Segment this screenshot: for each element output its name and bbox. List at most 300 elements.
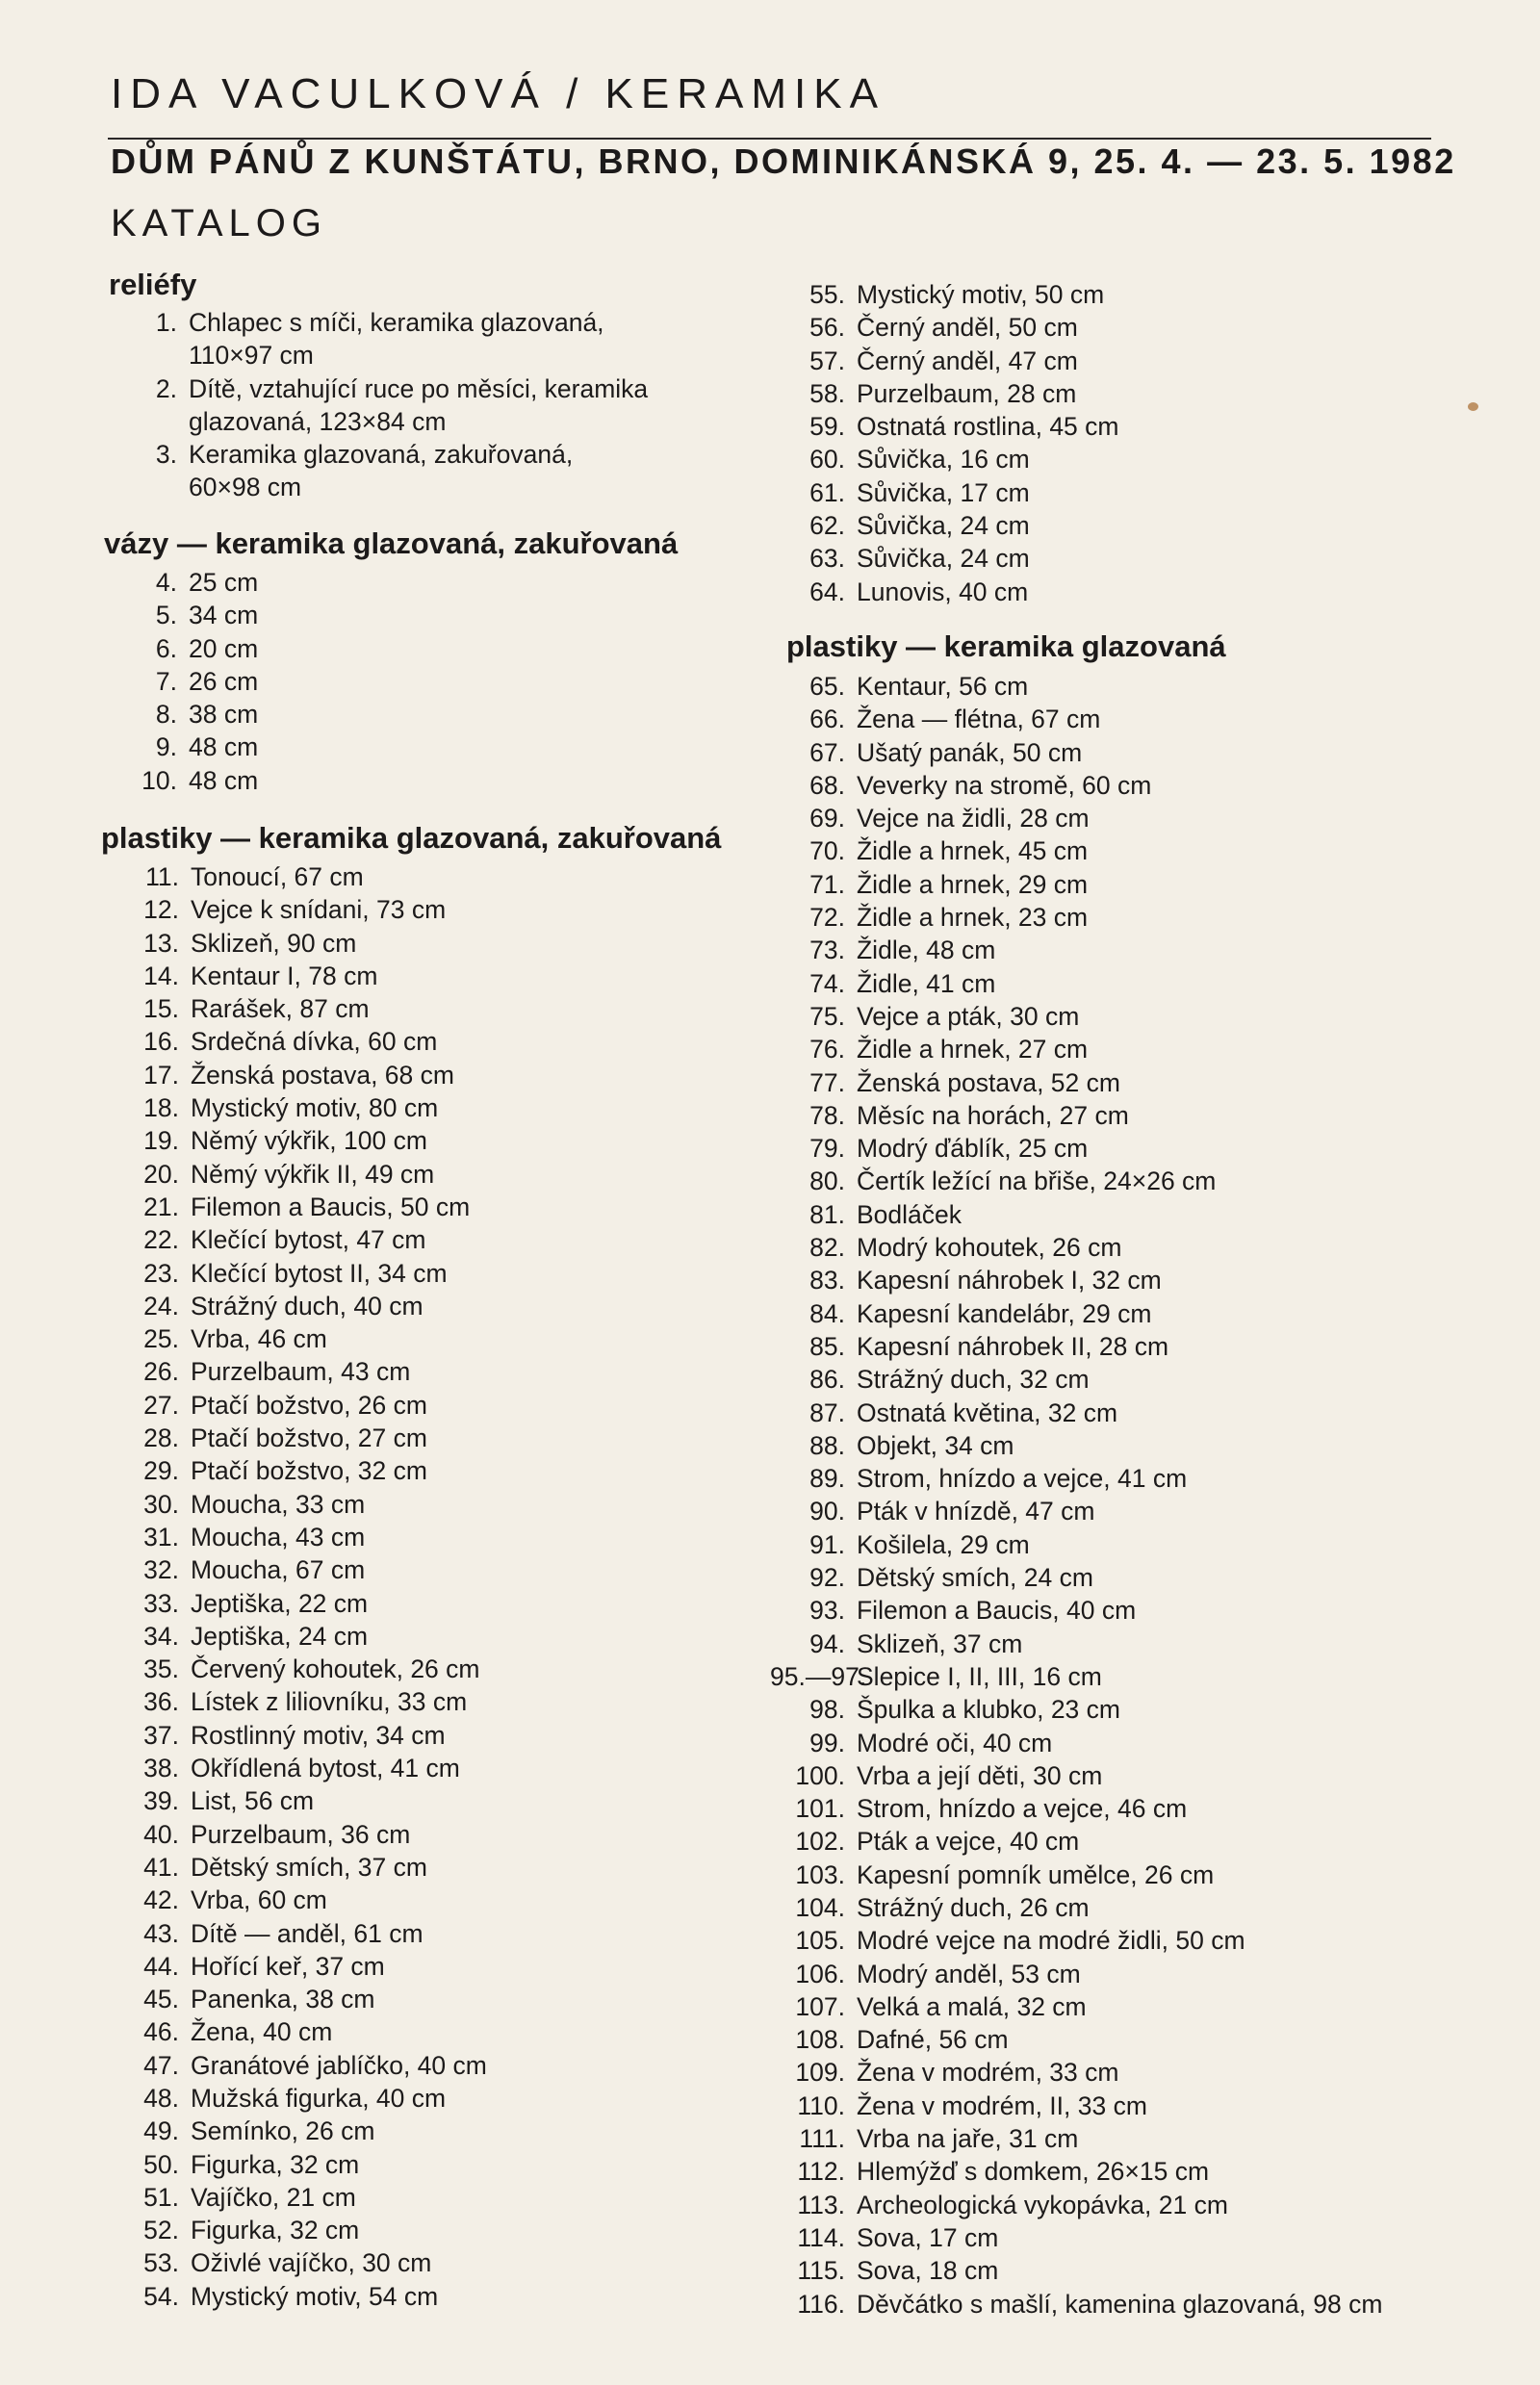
item-number: 4. [155,568,177,597]
item-number: 28. [143,1423,179,1453]
item-text: Židle, 41 cm [857,968,996,998]
list-item [101,2015,487,2048]
list-item [101,1784,487,1817]
list-item [770,1495,1382,1527]
list-item [770,1264,1382,1296]
item-text: Vrba a její děti, 30 cm [857,1760,1103,1790]
list-item-continued: 60×98 cm [189,473,302,502]
item-text: Modrý kohoutek, 26 cm [857,1233,1122,1263]
list-item [770,1363,1382,1396]
item-text: Modré vejce na modré židli, 50 cm [857,1926,1245,1956]
plastics-smoked-list [101,860,487,2313]
item-number: 32. [143,1555,179,1585]
list-item [770,670,1382,703]
title-divider [108,138,1431,140]
list-item [101,1257,487,1290]
item-text: Strážný duch, 26 cm [857,1892,1090,1922]
item-text: 38 cm [189,700,259,730]
item-number: 40. [143,1819,179,1849]
artist-title: IDA VACULKOVÁ / KERAMIKA [111,70,886,117]
item-number: 41. [143,1852,179,1882]
item-number: 22. [143,1225,179,1255]
list-item [770,802,1382,834]
item-number: 53. [143,2248,179,2278]
item-text: Ušatý panák, 50 cm [857,737,1083,767]
item-text: 48 cm [189,765,259,795]
item-number: 109. [795,2058,845,2088]
section-title-reliefs: reliéfy [109,268,197,301]
item-number: 61. [809,477,845,507]
list-item [770,2056,1382,2089]
item-number: 62. [809,511,845,541]
item-text: Vajíčko, 21 cm [191,2182,356,2212]
item-text: Sůvička, 17 cm [857,477,1030,507]
item-text: Slepice I, II, III, 16 cm [857,1661,1102,1691]
item-text: Jeptiška, 22 cm [191,1588,369,1618]
item-text: Dítě — anděl, 61 cm [191,1918,424,1948]
list-item [770,2023,1382,2056]
list-item [770,1033,1382,1065]
list-item [101,1223,487,1256]
list-item [770,736,1382,769]
item-number: 35. [143,1654,179,1684]
item-text: Černý anděl, 50 cm [857,313,1078,343]
venue-line: DŮM PÁNŮ Z KUNŠTÁTU, BRNO, DOMINIKÁNSKÁ 9, 25. 4. — 23. 5. 1982 [111,141,1456,181]
item-number: 36. [143,1687,179,1717]
item-number: 101. [795,1794,845,1824]
list-item [770,1099,1382,1132]
list-item [101,1983,487,2015]
item-number: 94. [809,1628,845,1658]
item-number: 45. [143,1985,179,2014]
section-title-plastics-glazed: plastiky — keramika glazovaná [786,629,1226,663]
list-item [101,1521,487,1553]
item-text: Objekt, 34 cm [857,1430,1014,1460]
item-text: Velká a malá, 32 cm [857,1991,1087,2021]
item-text: Strážný duch, 40 cm [191,1291,424,1321]
list-item [101,1488,487,1521]
list-item [770,1990,1382,2023]
list-item [101,1653,487,1685]
item-number: 95.—97. [770,1661,867,1691]
item-text: Sklizeň, 37 cm [857,1628,1023,1658]
item-text: Žena v modrém, 33 cm [857,2058,1119,2088]
item-text: Strom, hnízdo a vejce, 41 cm [857,1464,1188,1494]
item-number: 33. [143,1588,179,1618]
item-text: Kentaur, 56 cm [857,672,1029,701]
list-item [770,1958,1382,1990]
item-text: Čertík ležící na břiše, 24×26 cm [857,1167,1217,1196]
list-item [770,278,1118,311]
item-text: Filemon a Baucis, 50 cm [191,1192,471,1221]
vases-list [106,566,258,797]
item-number: 9. [155,732,177,762]
item-number: 84. [809,1298,845,1328]
section-title-vases: vázy — keramika glazovaná, zakuřovaná [104,526,679,560]
section-title-plastics-smoked: plastiky — keramika glazovaná, zakuřovaná [101,821,722,855]
item-text: 48 cm [189,732,259,762]
list-item [101,1191,487,1223]
list-item [770,868,1382,901]
item-text: Tonoucí, 67 cm [191,862,364,891]
list-item [770,410,1118,443]
item-text: Rostlinný motiv, 34 cm [191,1720,446,1750]
list-item [770,2090,1382,2122]
list-item [106,566,258,599]
list-item [101,1752,487,1784]
item-number: 116. [797,2289,845,2319]
item-text: Vrba na jaře, 31 cm [857,2124,1079,2154]
item-number: 37. [143,1720,179,1750]
item-number: 72. [809,903,845,933]
list-item [101,1884,487,1916]
item-text: 26 cm [189,666,259,696]
item-number: 114. [797,2222,845,2252]
item-number: 14. [143,961,179,990]
item-number: 15. [143,994,179,1024]
list-item [770,934,1382,966]
list-item [770,769,1382,802]
item-text: Lunovis, 40 cm [857,577,1029,606]
item-text: Židle, 48 cm [857,936,996,965]
item-number: 98. [809,1695,845,1725]
list-item [770,345,1118,377]
list-item [101,1091,487,1124]
item-text: Vejce k snídani, 73 cm [191,895,447,925]
item-text: Dětský smích, 24 cm [857,1563,1093,1593]
list-item [106,665,258,698]
list-item [770,2122,1382,2155]
item-number: 107. [795,1991,845,2021]
list-item [101,960,487,992]
item-number: 86. [809,1365,845,1395]
list-item [770,2155,1382,2188]
item-text: Hořící keř, 37 cm [191,1951,385,1981]
item-number: 78. [809,1100,845,1130]
item-text: Figurka, 32 cm [191,2149,360,2179]
item-number: 73. [809,936,845,965]
list-item [101,1059,487,1091]
item-text: Sova, 17 cm [857,2222,999,2252]
list-item [101,1917,487,1950]
item-text: Židle a hrnek, 29 cm [857,869,1089,899]
list-item [770,1825,1382,1858]
item-text: Ptačí božstvo, 27 cm [191,1423,427,1453]
list-item [770,1693,1382,1726]
item-text: Granátové jablíčko, 40 cm [191,2050,487,2080]
list-item-continued: glazovaná, 123×84 cm [189,406,447,436]
list-item [770,1528,1382,1561]
list-item [770,1198,1382,1231]
list-item [770,703,1382,735]
item-number: 18. [143,1093,179,1123]
item-text: 20 cm [189,633,259,663]
item-number: 76. [809,1035,845,1064]
list-item [770,1924,1382,1957]
item-text: Vrba, 60 cm [191,1885,327,1915]
item-number: 24. [143,1291,179,1321]
list-item [101,1290,487,1322]
item-text: Hlemýžď s domkem, 26×15 cm [857,2157,1210,2187]
item-number: 56. [809,313,845,343]
item-text: Okřídlená bytost, 41 cm [191,1754,460,1783]
item-number: 13. [143,928,179,958]
list-item [101,2181,487,2214]
list-item [101,1124,487,1157]
item-text: 34 cm [189,601,259,630]
item-number: 65. [809,672,845,701]
item-text: Moucha, 33 cm [191,1489,366,1519]
item-number: 7. [155,666,177,696]
list-item [770,1561,1382,1594]
reliefs-list [106,306,648,504]
item-number: 69. [809,804,845,833]
list-item [106,731,258,763]
item-number: 88. [809,1430,845,1460]
list-item [770,1132,1382,1165]
item-text: Ostnatá květina, 32 cm [857,1398,1118,1427]
list-item: 3. Keramika glazovaná, zakuřovaná, [155,440,574,470]
item-number: 91. [809,1529,845,1559]
item-number: 105. [795,1926,845,1956]
list-item [101,1355,487,1388]
item-text: Kentaur I, 78 cm [191,961,378,990]
item-number: 10. [141,765,177,795]
item-number: 50. [143,2149,179,2179]
item-number: 111. [799,2124,845,2154]
list-item [101,1950,487,1983]
list-item [770,2254,1382,2287]
list-item [106,764,258,797]
item-text: Purzelbaum, 28 cm [857,378,1077,408]
item-text: Děvčátko s mašlí, kamenina glazovaná, 98 cm [857,2289,1383,2319]
list-item [770,509,1118,542]
item-number: 80. [809,1167,845,1196]
item-text: Moucha, 67 cm [191,1555,366,1585]
item-text: Moucha, 43 cm [191,1522,366,1552]
item-number: 85. [809,1331,845,1361]
list-item [101,1025,487,1058]
list-item [770,1297,1382,1330]
item-text: Sůvička, 24 cm [857,511,1030,541]
item-text: Špulka a klubko, 23 cm [857,1695,1120,1725]
item-number: 38. [143,1754,179,1783]
item-number: 16. [143,1027,179,1057]
item-number: 90. [809,1497,845,1526]
list-item [770,1231,1382,1264]
item-number: 29. [143,1456,179,1486]
list-item [101,1818,487,1851]
plastics-glazed-list [770,670,1382,2321]
item-number: 74. [809,968,845,998]
list-item [770,576,1118,608]
list-item [101,1719,487,1752]
list-item [770,476,1118,509]
item-text: Pták a vejce, 40 cm [857,1827,1080,1857]
list-item [770,311,1118,344]
list-item [770,1891,1382,1924]
list-item [101,2280,487,2313]
item-text: Žena v modrém, II, 33 cm [857,2090,1147,2120]
item-number: 106. [795,1959,845,1988]
list-item [770,834,1382,867]
list-item [101,2049,487,2082]
list-item [770,1000,1382,1033]
item-number: 100. [795,1760,845,1790]
list-item [770,2288,1382,2321]
list-item [770,1165,1382,1197]
item-text: Dafné, 56 cm [857,2025,1009,2055]
item-number: 71. [809,869,845,899]
list-item [770,1594,1382,1627]
item-text: Mužská figurka, 40 cm [191,2083,447,2113]
plastics-continued-list [770,278,1118,608]
list-item [101,1389,487,1422]
item-number: 42. [143,1885,179,1915]
item-text: Strážný duch, 32 cm [857,1365,1090,1395]
item-number: 49. [143,2116,179,2146]
list-item [101,992,487,1025]
item-text: Ptačí božstvo, 26 cm [191,1390,427,1420]
item-number: 11. [145,862,179,891]
item-text: Archeologická vykopávka, 21 cm [857,2190,1228,2219]
item-text: Sova, 18 cm [857,2256,999,2286]
item-text: Klečící bytost, 47 cm [191,1225,426,1255]
list-item [101,1422,487,1454]
item-text: Měsíc na horách, 27 cm [857,1100,1129,1130]
item-text: Červený kohoutek, 26 cm [191,1654,480,1684]
item-text: Oživlé vajíčko, 30 cm [191,2248,432,2278]
list-item [770,1397,1382,1429]
list-item [770,1660,1382,1693]
item-number: 34. [143,1621,179,1651]
item-number: 55. [809,280,845,309]
item-text: Dětský smích, 37 cm [191,1852,427,1882]
item-text: Kapesní náhrobek I, 32 cm [857,1266,1162,1295]
list-item [101,927,487,960]
item-number: 108. [795,2025,845,2055]
list-item [101,893,487,926]
item-text: Němý výkřik, 100 cm [191,1126,427,1156]
item-text: Pták v hnízdě, 47 cm [857,1497,1095,1526]
item-number: 70. [809,836,845,866]
list-item [770,901,1382,934]
item-text: Žena — flétna, 67 cm [857,705,1101,734]
item-text: Vejce na židli, 28 cm [857,804,1090,833]
item-number: 63. [809,544,845,574]
item-number: 58. [809,378,845,408]
list-item [101,1158,487,1191]
item-number: 52. [143,2216,179,2245]
item-number: 47. [143,2050,179,2080]
list-item [106,599,258,631]
item-number: 113. [797,2190,845,2219]
item-text: Židle a hrnek, 45 cm [857,836,1089,866]
item-text: Němý výkřik II, 49 cm [191,1159,435,1189]
item-text: Mystický motiv, 80 cm [191,1093,439,1123]
list-item [106,698,258,731]
list-item [101,1322,487,1355]
item-text: Modré oči, 40 cm [857,1728,1053,1757]
item-text: Košilela, 29 cm [857,1529,1030,1559]
item-text: Semínko, 26 cm [191,2116,375,2146]
item-text: Figurka, 32 cm [191,2216,360,2245]
item-number: 51. [143,2182,179,2212]
item-number: 102. [795,1827,845,1857]
item-text: Modrý anděl, 53 cm [857,1959,1081,1988]
item-text: Vejce a pták, 30 cm [857,1001,1080,1031]
item-text: Lístek z liliovníku, 33 cm [191,1687,468,1717]
item-text: Strom, hnízdo a vejce, 46 cm [857,1794,1188,1824]
item-number: 103. [795,1859,845,1889]
item-text: Kapesní náhrobek II, 28 cm [857,1331,1169,1361]
item-number: 8. [155,700,177,730]
item-number: 75. [809,1001,845,1031]
list-item [770,1066,1382,1099]
list-item [770,1429,1382,1462]
item-number: 30. [143,1489,179,1519]
item-number: 66. [809,705,845,734]
item-number: 60. [809,445,845,474]
item-number: 12. [143,895,179,925]
item-text: Sklizeň, 90 cm [191,928,357,958]
list-item [101,1454,487,1487]
item-text: Bodláček [857,1199,962,1229]
item-text: Jeptiška, 24 cm [191,1621,369,1651]
list-item [101,1851,487,1884]
list-item [770,1792,1382,1825]
item-text: Ženská postava, 52 cm [857,1067,1120,1097]
item-text: Židle a hrnek, 27 cm [857,1035,1089,1064]
paper-speck [1468,402,1478,411]
item-text: Ženská postava, 68 cm [191,1060,454,1090]
list-item [770,1330,1382,1363]
item-number: 77. [809,1067,845,1097]
item-number: 93. [809,1596,845,1626]
item-number: 64. [809,577,845,606]
catalog-heading: KATALOG [111,202,328,244]
item-number: 104. [795,1892,845,1922]
item-text: Veverky na stromě, 60 cm [857,770,1152,800]
item-number: 54. [143,2281,179,2311]
item-text: 25 cm [189,568,259,597]
item-number: 25. [143,1324,179,1354]
list-item [101,2082,487,2115]
item-number: 26. [143,1357,179,1387]
list-item [101,2246,487,2279]
list-item [770,1759,1382,1792]
item-number: 79. [809,1134,845,1164]
item-number: 46. [143,2017,179,2047]
list-item: 1. Chlapec s míči, keramika glazovaná, [155,308,604,337]
item-text: Židle a hrnek, 23 cm [857,903,1089,933]
item-number: 82. [809,1233,845,1263]
item-number: 20. [143,1159,179,1189]
list-item [101,2148,487,2181]
list-item [101,1587,487,1620]
item-text: Černý anděl, 47 cm [857,346,1078,375]
item-number: 31. [143,1522,179,1552]
list-item [106,632,258,665]
item-number: 5. [155,601,177,630]
list-item [770,1628,1382,1660]
item-number: 87. [809,1398,845,1427]
list-item [101,1685,487,1718]
list-item [770,967,1382,1000]
list-item [101,2115,487,2147]
item-text: Purzelbaum, 43 cm [191,1357,411,1387]
item-text: Srdečná dívka, 60 cm [191,1027,438,1057]
